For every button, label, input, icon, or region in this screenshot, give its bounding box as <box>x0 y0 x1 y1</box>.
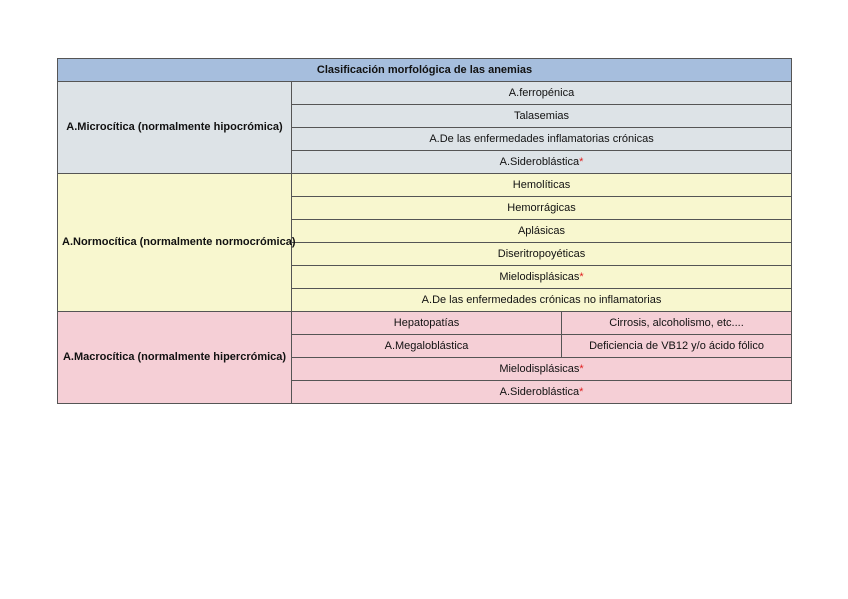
row-megaloblastica: A.Megaloblástica <box>292 335 562 358</box>
cell-label: A.Sideroblástica <box>499 386 580 398</box>
row-enf-inflamatorias: A.De las enfermedades inflamatorias crónicas <box>292 128 792 151</box>
asterisk-marker: * <box>579 363 584 375</box>
row-aplasicas: Aplásicas <box>292 220 792 243</box>
table-title: Clasificación morfológica de las anemias <box>58 59 792 82</box>
asterisk-marker: * <box>579 386 584 398</box>
cell-label: Mielodisplásicas <box>499 363 580 375</box>
anemia-classification-table <box>57 58 792 404</box>
table-row <box>58 174 792 197</box>
asterisk-marker: * <box>579 156 584 168</box>
row-hepatopatias: Hepatopatías <box>292 312 562 335</box>
row-hemoliticas: Hemolíticas <box>292 174 792 197</box>
row-mielodisplasicas-macro <box>292 358 792 381</box>
row-mielodisplasicas-normo <box>292 266 792 289</box>
row-sideroblastica-micro <box>292 151 792 174</box>
row-ferropenica: A.ferropénica <box>292 82 792 105</box>
row-enf-cronicas-no-inflamatorias: A.De las enfermedades crónicas no inflamatorias <box>292 289 792 312</box>
detail-megaloblastica: Deficiencia de VB12 y/o ácido fólico <box>562 335 792 358</box>
table-row <box>58 82 792 105</box>
asterisk-marker: * <box>579 271 584 283</box>
group-macrocitica: A.Macrocítica (normalmente hipercrómica) <box>58 312 292 404</box>
detail-hepatopatias: Cirrosis, alcoholismo, etc.... <box>562 312 792 335</box>
row-talasemias: Talasemias <box>292 105 792 128</box>
row-sideroblastica-macro <box>292 381 792 404</box>
group-normocitica: A.Normocítica (normalmente normocrómica) <box>58 174 292 312</box>
row-hemorragicas: Hemorrágicas <box>292 197 792 220</box>
group-microcitica: A.Microcítica (normalmente hipocrómica) <box>58 82 292 174</box>
row-diseritropoyeticas: Diseritropoyéticas <box>292 243 792 266</box>
table-row <box>58 312 792 335</box>
cell-label: Mielodisplásicas <box>499 271 580 283</box>
cell-label: A.Sideroblástica <box>499 156 580 168</box>
